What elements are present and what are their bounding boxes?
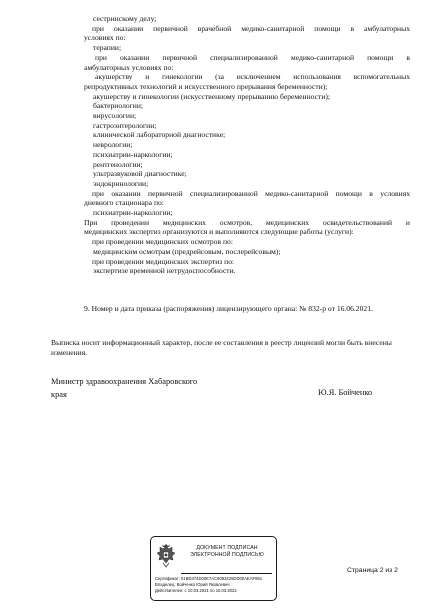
body-line: репродуктивных технологий и искусственного прерывания беременности); [84, 81, 328, 91]
body-line: амбулаторных условиях по: [84, 62, 174, 72]
body-line: ультразвуковой диагностике; [93, 169, 187, 179]
license-activities-list [84, 14, 410, 276]
body-line: при оказании первичной врачебной медико-санитарной помощи в амбулаторных [92, 23, 410, 33]
body-line: акушерству и гинекологии (за исключением использования вспомогательных [95, 72, 410, 82]
body-line: психиатрии-наркологии; [93, 149, 173, 159]
body-line: клинической лабораторной диагностике; [93, 130, 226, 140]
body-line: медицинским осмотрам (предрейсовым, послерейсовым); [93, 246, 281, 256]
body-line: экспертизе временной нетрудоспособности. [93, 266, 236, 276]
page-number: Страница 2 из 2 [347, 567, 398, 574]
body-line: акушерству и гинекологии (искусственному прерыванию беременности); [93, 91, 331, 101]
body-line: терапии; [93, 43, 122, 53]
body-line: условиях по: [84, 33, 126, 43]
body-line: вирусологии; [93, 111, 137, 121]
body-line: гастроэнтерологии; [93, 120, 157, 130]
body-line: при проведении медицинских осмотров по: [92, 237, 233, 247]
signer-position-line2: края [51, 390, 67, 399]
disclaimer-text: Выписка носит информационный характер, после ее составления в реестр лицензий могли быть внесены изменения. [51, 337, 392, 358]
body-line: дневного стационара по: [84, 198, 164, 208]
body-line: бактериологии; [93, 101, 144, 111]
stamp-title-line1: ДОКУМЕНТ ПОДПИСАН [196, 545, 258, 551]
signer-name: Ю.Я. Бойченко [318, 388, 373, 397]
body-line: психиатрии-наркологии; [93, 208, 173, 218]
stamp-validity: Действителен: с 10.03.2021 по 10.03.2022 [155, 588, 237, 594]
stamp-title-line2: ЭЛЕКТРОННОЙ ПОДПИСЬЮ [190, 551, 264, 558]
body-line: медицинских экспертиз организуются и выполняются следующие работы (услуги): [84, 227, 354, 237]
body-line: при проведении медицинских экспертиз по: [92, 256, 235, 266]
stamp-details [155, 576, 273, 595]
electronic-signature-stamp [150, 536, 277, 601]
body-line: сестринскому делу; [93, 14, 157, 23]
coat-of-arms-icon [155, 543, 177, 569]
stamp-owner: Владелец: Бойченко Юрий Яковлевич [155, 582, 230, 588]
body-line: При проведении медицинских осмотров, медицинских освидетельствований и [84, 217, 410, 227]
signer-position [51, 375, 197, 401]
body-line: при оказании первичной специализированной медико-санитарной помощи в условиях [92, 188, 410, 198]
signer-position-line1: Министр здравоохранения Хабаровского [51, 377, 198, 386]
body-line: эндокринологии; [93, 178, 149, 188]
stamp-certificate: Сертификат: 01BD474D00E7AC9093425DD00AEAF891 [155, 576, 263, 581]
stamp-title [181, 545, 273, 558]
body-line: неврологии; [93, 140, 133, 150]
body-line: рентгенологии; [93, 159, 143, 169]
stamp-divider [181, 573, 272, 574]
order-number-item: 9. Номер и дата приказа (распоряжения) лицензирующего органа: № 832-р от 16.06.2021. [84, 303, 373, 313]
body-line: при оказании первичной специализированной медико-санитарной помощи в [95, 52, 410, 62]
